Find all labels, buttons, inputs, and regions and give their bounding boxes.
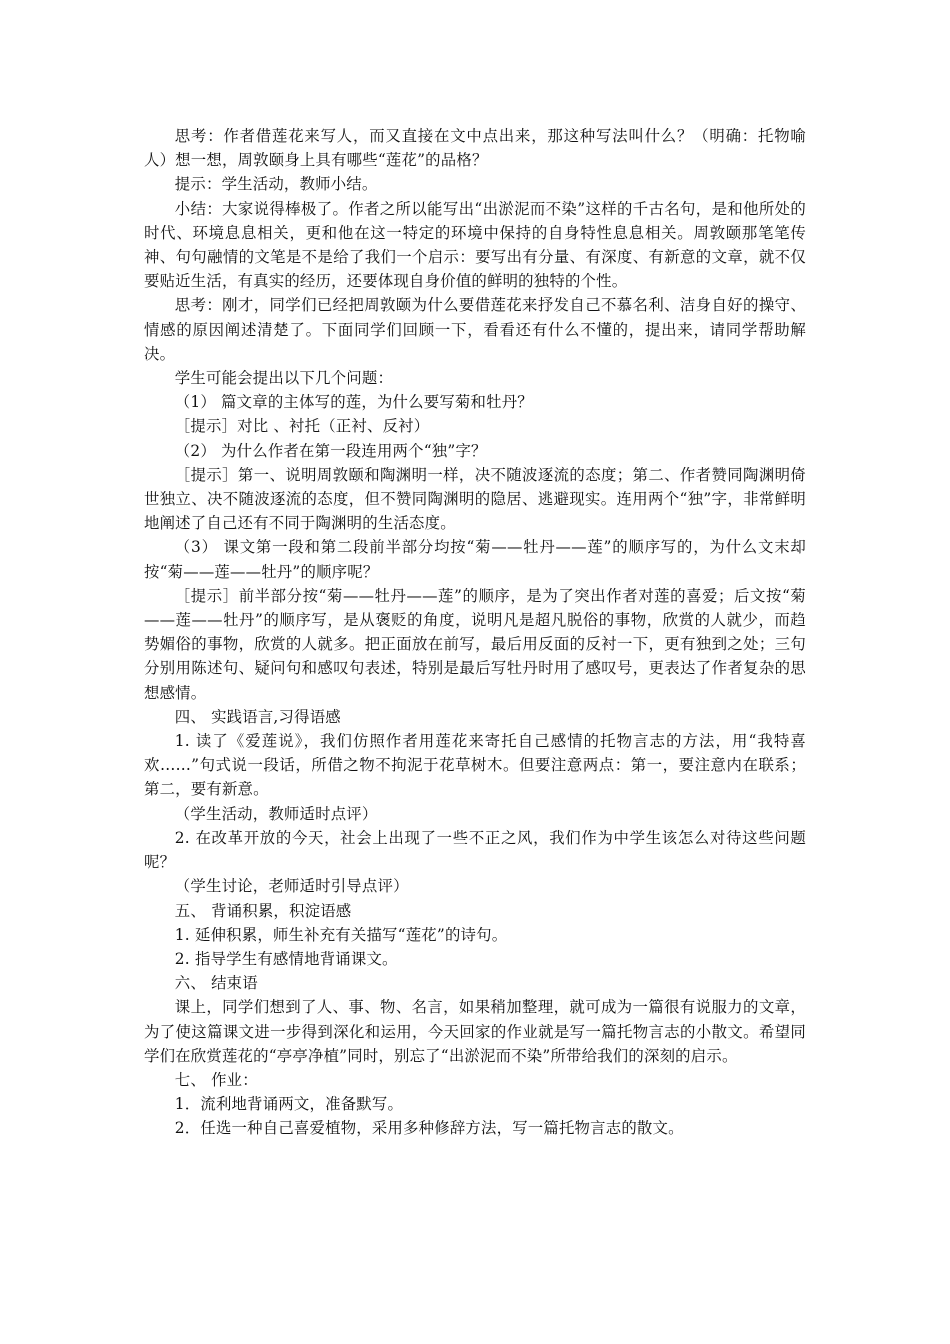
hint-paragraph: ［提示］第一、说明周敦颐和陶渊明一样，决不随波逐流的态度；第二、作者赞同陶渊明倚世独立、决不随波逐流的态度，但不赞同陶渊明的隐居、逃避现实。连用两个“独”字，非常鲜明地阐述了自己还有不同于陶渊明的生活态度。 <box>144 465 806 533</box>
section-heading: 五、 背诵积累，积淀语感 <box>174 901 352 920</box>
paragraph: 小结：大家说得棒极了。作者之所以能写出“出淤泥而不染”这样的千古名句，是和他所处的时代、环境息息相关，更和他在这一特定的环境中保持的自身特性息息相关。周敦颐那笔笔传神、句句融情的文笔是不是给了我们一个启示：要写出有分量、有深度、有新意的文章，就不仅要贴近生活，有真实的经历，还要体现自身价值的鲜明的独特的个性。 <box>144 199 806 291</box>
paragraph: 思考：刚才，同学们已经把周敦颐为什么要借莲花来抒发自己不慕名利、洁身自好的操守、情感的原因阐述清楚了。下面同学们回顾一下，看看还有什么不懂的，提出来，请同学帮助解决。 <box>144 296 806 363</box>
paragraph: 思考：作者借莲花来写人，而又直接在文中点出来，那这种写法叫什么？（明确：托物喻人）想一想，周敦颐身上具有哪些“莲花”的品格？ <box>144 127 806 170</box>
section-heading: 四、 实践语言,习得语感 <box>174 707 341 726</box>
list-item: 1. 延伸积累，师生补充有关描写“莲花”的诗句。 <box>174 925 508 944</box>
question-item: （3） 课文第一段和第二段前半部分均按“菊——牡丹——莲”的顺序写的，为什么文末却按“菊——莲——牡丹”的顺序呢？ <box>144 538 806 581</box>
list-item: 2．任选一种自己喜爱植物，采用多种修辞方法，写一篇托物言志的散文。 <box>174 1119 684 1138</box>
question-item: （1） 篇文章的主体写的莲，为什么要写菊和牡丹？ <box>174 393 533 412</box>
paragraph: （学生讨论，老师适时引导点评） <box>174 877 409 896</box>
question-item: （2） 为什么作者在第一段连用两个“独”字？ <box>174 441 487 460</box>
section-heading: 六、 结束语 <box>174 974 258 993</box>
paragraph: （学生活动，教师适时点评） <box>174 804 378 823</box>
hint-paragraph: ［提示］前半部分按“菊——牡丹——莲”的顺序，是为了突出作者对莲的喜爱；后文按“菊——莲——牡丹”的顺序写，是从褒贬的角度，说明凡是超凡脱俗的事物，欣赏的人就少，而趋势媚俗的事物，欣赏的人就多。把正面放在前写，最后用反面的反衬一下，更有独到之处；三句分别用陈述句、疑问句和感叹句表述，特别是最后写牡丹时用了感叹号，更表达了作者复杂的思想感情。 <box>144 586 806 702</box>
hint-paragraph: ［提示］对比 、衬托（正衬、反衬） <box>174 417 430 436</box>
paragraph: 提示：学生活动，教师小结。 <box>174 175 378 194</box>
list-item: 1．流利地背诵两文，准备默写。 <box>174 1095 404 1114</box>
list-item: 2. 指导学生有感情地背诵课文。 <box>174 949 398 968</box>
document-body <box>144 124 806 1141</box>
list-item: 2. 在改革开放的今天，社会上出现了一些不正之风，我们作为中学生该怎么对待这些问题呢？ <box>144 828 806 872</box>
paragraph: 学生可能会提出以下几个问题： <box>174 369 394 388</box>
list-item: 1. 读了《爱莲说》，我们仿照作者用莲花来寄托自己感情的托物言志的方法，用“我特喜欢……”句式说一段话，所借之物不拘泥于花草树木。但要注意两点：第一，要注意内在联系；第二，要有新意。 <box>144 732 806 799</box>
section-heading: 七、 作业： <box>174 1070 258 1089</box>
paragraph: 课上，同学们想到了人、事、物、名言，如果稍加整理，就可成为一篇很有说服力的文章，为了使这篇课文进一步得到深化和运用，今天回家的作业就是写一篇托物言志的小散文。希望同学们在欣赏莲花的“亭亭净植”同时，别忘了“出淤泥而不染”所带给我们的深刻的启示。 <box>144 998 806 1065</box>
